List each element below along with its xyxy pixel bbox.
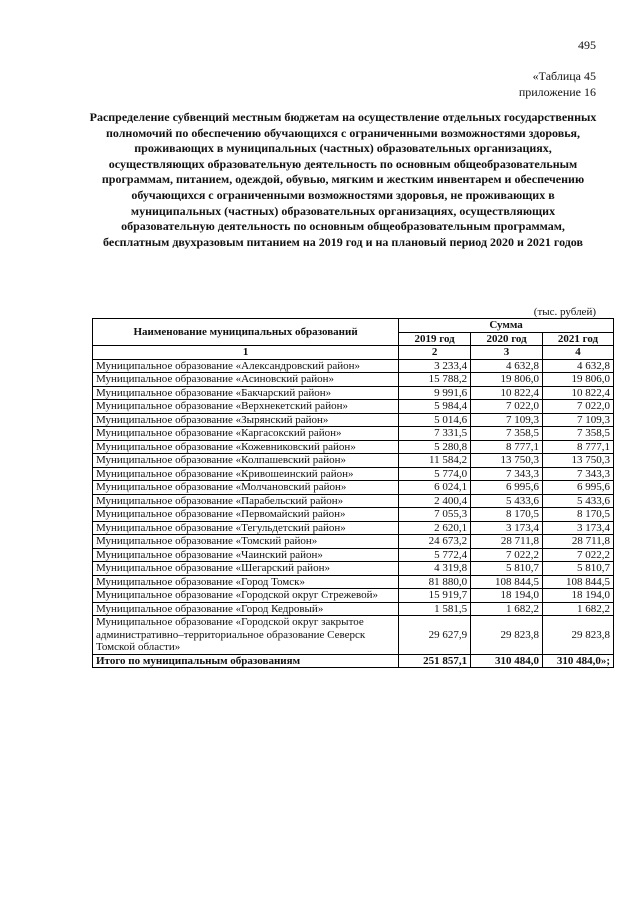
amount-2019: 2 620,1 xyxy=(399,521,471,535)
amount-2020: 108 844,5 xyxy=(471,575,543,589)
amount-2020: 7 022,0 xyxy=(471,400,543,414)
total-2019: 251 857,1 xyxy=(399,654,471,668)
municipality-name: Муниципальное образование «Молчановский район» xyxy=(93,481,399,495)
amount-2020: 5 433,6 xyxy=(471,494,543,508)
amount-2020: 3 173,4 xyxy=(471,521,543,535)
amount-2020: 4 632,8 xyxy=(471,359,543,373)
amount-2021: 28 711,8 xyxy=(543,535,614,549)
total-2021: 310 484,0»; xyxy=(543,654,614,668)
amount-2021: 7 109,3 xyxy=(543,413,614,427)
total-2020: 310 484,0 xyxy=(471,654,543,668)
amount-2020: 7 022,2 xyxy=(471,548,543,562)
table-reference-line: «Таблица 45 xyxy=(532,69,596,83)
amount-2019: 4 319,8 xyxy=(399,562,471,576)
table-body xyxy=(93,359,614,654)
amount-2020: 18 194,0 xyxy=(471,589,543,603)
amount-2020: 1 682,2 xyxy=(471,602,543,616)
municipality-name: Муниципальное образование «Александровский район» xyxy=(93,359,399,373)
header-year-2021: 2021 год xyxy=(543,332,614,346)
amount-2019: 1 581,5 xyxy=(399,602,471,616)
amount-2019: 81 880,0 xyxy=(399,575,471,589)
amount-2021: 8 170,5 xyxy=(543,508,614,522)
municipality-name: Муниципальное образование «Первомайский район» xyxy=(93,508,399,522)
amount-2021: 18 194,0 xyxy=(543,589,614,603)
table-row xyxy=(93,413,614,427)
document-title: Распределение субвенций местным бюджетам на осуществление отдельных государственных полномочий по обеспечению обучающихся с ограниченными возможностями здоровья, проживающих в муниципальных (частных) образовательных организациях, осуществляющих образовательную деятельность по основным общеобразовательным программам, питанием, одеждой, обувью, мягким и жестким инвентарем и обеспечению обучающихся с ограниченными возможностями здоровья, не проживающих в муниципальных (частных) образовательных организациях, осуществляющих образовательную деятельность по основным общеобразовательным программам, бесплатным двухразовым питанием на 2019 год и на плановый период 2020 и 2021 годов xyxy=(89,110,597,249)
table-row xyxy=(93,359,614,373)
amount-2020: 7 109,3 xyxy=(471,413,543,427)
table-row xyxy=(93,508,614,522)
amount-2019: 5 774,0 xyxy=(399,467,471,481)
amount-2020: 7 343,3 xyxy=(471,467,543,481)
amount-2020: 28 711,8 xyxy=(471,535,543,549)
municipality-name: Муниципальное образование «Город Томск» xyxy=(93,575,399,589)
municipality-name: Муниципальное образование «Каргасокский район» xyxy=(93,427,399,441)
amount-2019: 15 919,7 xyxy=(399,589,471,603)
header-year-2020: 2020 год xyxy=(471,332,543,346)
amount-2020: 5 810,7 xyxy=(471,562,543,576)
amount-2019: 6 024,1 xyxy=(399,481,471,495)
municipality-name: Муниципальное образование «Кривошеинский район» xyxy=(93,467,399,481)
municipality-name: Муниципальное образование «Тегульдетский район» xyxy=(93,521,399,535)
amount-2019: 5 014,6 xyxy=(399,413,471,427)
amount-2019: 24 673,2 xyxy=(399,535,471,549)
municipality-name: Муниципальное образование «Зырянский район» xyxy=(93,413,399,427)
table-row xyxy=(93,616,614,655)
amount-2021: 7 343,3 xyxy=(543,467,614,481)
table-row xyxy=(93,454,614,468)
amount-2021: 19 806,0 xyxy=(543,373,614,387)
column-number: 1 xyxy=(93,346,399,360)
amount-2021: 1 682,2 xyxy=(543,602,614,616)
total-label: Итого по муниципальным образованиям xyxy=(93,654,399,668)
amount-2021: 13 750,3 xyxy=(543,454,614,468)
header-year-2019: 2019 год xyxy=(399,332,471,346)
amount-2021: 5 810,7 xyxy=(543,562,614,576)
column-number: 2 xyxy=(399,346,471,360)
amount-2019: 11 584,2 xyxy=(399,454,471,468)
table-row xyxy=(93,521,614,535)
table-row xyxy=(93,467,614,481)
table-row xyxy=(93,494,614,508)
amount-2019: 7 055,3 xyxy=(399,508,471,522)
municipality-name: Муниципальное образование «Городской округ закрытое административно–территориальное образование Северск Томской области» xyxy=(93,616,399,655)
amount-2021: 6 995,6 xyxy=(543,481,614,495)
table-row xyxy=(93,602,614,616)
amount-2020: 8 170,5 xyxy=(471,508,543,522)
amount-2020: 7 358,5 xyxy=(471,427,543,441)
total-row xyxy=(93,654,614,668)
amount-2019: 3 233,4 xyxy=(399,359,471,373)
header-sum: Сумма xyxy=(399,319,614,333)
amount-2021: 7 358,5 xyxy=(543,427,614,441)
header-name: Наименование муниципальных образований xyxy=(93,319,399,346)
amount-2021: 3 173,4 xyxy=(543,521,614,535)
table-row xyxy=(93,427,614,441)
amount-2021: 5 433,6 xyxy=(543,494,614,508)
amount-2019: 5 280,8 xyxy=(399,440,471,454)
table-row xyxy=(93,400,614,414)
amount-2021: 4 632,8 xyxy=(543,359,614,373)
table-row xyxy=(93,589,614,603)
municipality-name: Муниципальное образование «Шегарский район» xyxy=(93,562,399,576)
amount-2021: 10 822,4 xyxy=(543,386,614,400)
municipality-name: Муниципальное образование «Колпашевский район» xyxy=(93,454,399,468)
amount-2021: 108 844,5 xyxy=(543,575,614,589)
amount-2019: 15 788,2 xyxy=(399,373,471,387)
amount-2019: 7 331,5 xyxy=(399,427,471,441)
amount-2020: 13 750,3 xyxy=(471,454,543,468)
amount-2020: 29 823,8 xyxy=(471,616,543,655)
municipality-name: Муниципальное образование «Чаинский район» xyxy=(93,548,399,562)
municipality-name: Муниципальное образование «Томский район» xyxy=(93,535,399,549)
municipality-name: Муниципальное образование «Бакчарский район» xyxy=(93,386,399,400)
table-row xyxy=(93,575,614,589)
table-reference xyxy=(519,68,596,100)
amount-2020: 8 777,1 xyxy=(471,440,543,454)
table-row xyxy=(93,373,614,387)
amount-2020: 6 995,6 xyxy=(471,481,543,495)
amount-2019: 5 984,4 xyxy=(399,400,471,414)
amount-2021: 7 022,2 xyxy=(543,548,614,562)
subvention-table xyxy=(92,318,614,668)
amount-2019: 29 627,9 xyxy=(399,616,471,655)
amount-2021: 7 022,0 xyxy=(543,400,614,414)
amount-2020: 10 822,4 xyxy=(471,386,543,400)
amount-2021: 29 823,8 xyxy=(543,616,614,655)
appendix-reference-line: приложение 16 xyxy=(518,85,596,99)
table-row xyxy=(93,535,614,549)
amount-2019: 5 772,4 xyxy=(399,548,471,562)
table-row xyxy=(93,548,614,562)
table-row xyxy=(93,440,614,454)
municipality-name: Муниципальное образование «Городской округ Стрежевой» xyxy=(93,589,399,603)
amount-2019: 9 991,6 xyxy=(399,386,471,400)
amount-2021: 8 777,1 xyxy=(543,440,614,454)
column-number: 4 xyxy=(543,346,614,360)
amount-2020: 19 806,0 xyxy=(471,373,543,387)
municipality-name: Муниципальное образование «Верхнекетский район» xyxy=(93,400,399,414)
page-number: 495 xyxy=(578,38,596,52)
table-row xyxy=(93,386,614,400)
units-label: (тыс. рублей) xyxy=(533,306,596,318)
municipality-name: Муниципальное образование «Кожевниковский район» xyxy=(93,440,399,454)
municipality-name: Муниципальное образование «Город Кедровый» xyxy=(93,602,399,616)
column-number: 3 xyxy=(471,346,543,360)
amount-2019: 2 400,4 xyxy=(399,494,471,508)
table-row xyxy=(93,562,614,576)
table-row xyxy=(93,481,614,495)
municipality-name: Муниципальное образование «Асиновский район» xyxy=(93,373,399,387)
municipality-name: Муниципальное образование «Парабельский район» xyxy=(93,494,399,508)
